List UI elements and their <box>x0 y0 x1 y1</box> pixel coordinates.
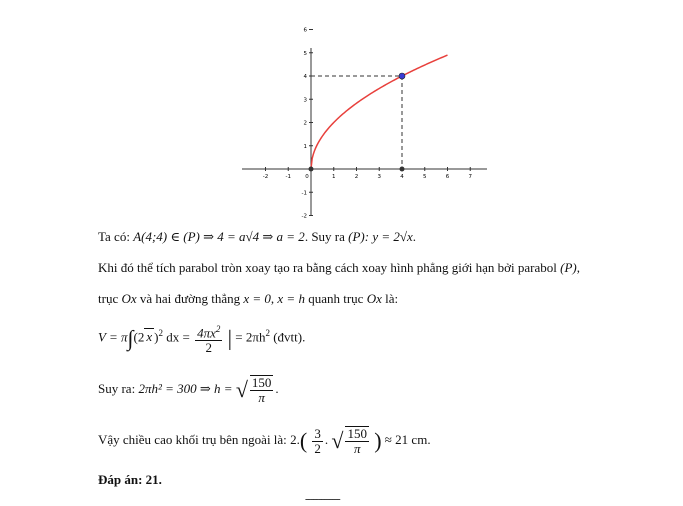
text-truc: trục <box>98 291 119 306</box>
x-tick-label: 1 <box>332 174 336 180</box>
x-tick-label: 2 <box>354 174 359 180</box>
text-result: ≈ 21 cm <box>384 432 428 447</box>
expr-p: (P): y = 2√x <box>348 229 413 244</box>
y-tick-label: 3 <box>303 97 307 104</box>
line-volume-formula: V = π∫(2 x )$^2$ dx = $\frac{4\pi x^2}{2}$ | = $2\pi h^2$ (đvtt). <box>98 323 306 356</box>
y-tick-label: -2 <box>301 213 307 220</box>
expr-xh: x = h <box>277 291 305 306</box>
x-tick-label: -2 <box>262 174 269 180</box>
line-5: Suy ra: 2πh² = 300 ⇒ h = √ $\frac{150}{\pi}$ . <box>98 375 279 406</box>
expr-ox: Ox <box>121 291 137 306</box>
expr-x0: x = 0 <box>243 291 271 306</box>
text-hai-duong: và hai đường thẳng <box>139 291 241 306</box>
line-6: Vậy chiều cao khối trụ bên ngoài là: 2.( $\frac{3}{2}$ . √ $\frac{150}{\pi}$ ) ≈ 21 cm. <box>98 425 431 457</box>
function-graph <box>232 27 492 220</box>
x-tick-label: 7 <box>468 174 472 180</box>
text-la: là: <box>385 291 399 306</box>
text-dvtt: (đvtt). <box>273 329 306 345</box>
expr-ox-2: Ox <box>366 291 382 306</box>
y-tick-label: 6 <box>303 27 307 34</box>
frac-den: π <box>258 390 265 406</box>
y-tick-label: 5 <box>303 50 307 57</box>
y-tick-label: -1 <box>301 190 307 197</box>
parabola-curve <box>311 55 448 169</box>
frac-num: 150 <box>251 375 272 391</box>
text-suy-ra: . Suy ra <box>304 229 345 244</box>
point-a <box>399 73 405 79</box>
y-tick-label: 2 <box>303 120 307 127</box>
x-tick-label: -1 <box>285 174 291 180</box>
line-3 <box>98 290 398 308</box>
x-tick-label: 6 <box>445 174 450 180</box>
origin-point <box>309 167 314 172</box>
x-tick-label: 5 <box>423 174 427 180</box>
expr-h: 2πh² = 300 ⇒ h = <box>138 381 233 396</box>
x-tick-label: 3 <box>377 174 381 180</box>
expr-a: A(4;4) ∈ (P) ⇒ 4 = a√4 ⇒ a = 2 <box>133 229 305 244</box>
text-comma: , <box>576 260 580 275</box>
text-intro: Ta có: <box>98 229 130 244</box>
text-comma-2: , <box>270 291 275 306</box>
line-1 <box>98 228 416 246</box>
answer: Đáp án: 21. <box>98 472 162 487</box>
text-period: . <box>412 229 417 244</box>
y-tick-label: 4 <box>303 74 307 80</box>
y-tick-label: 1 <box>303 143 307 150</box>
separator: ------------- <box>305 493 340 505</box>
text-quanh-truc: quanh trục <box>308 291 364 306</box>
text-volume-intro: Khi đó thể tích parabol tròn xoay tạo ra bằng cách xoay hình phẳng giới hạn bởi parabol <box>98 260 557 275</box>
expr-parabola: (P) <box>560 260 577 275</box>
x-tick-label: 0 <box>305 174 309 180</box>
text-suy-ra-2: Suy ra: <box>98 381 136 396</box>
line-2 <box>98 259 580 277</box>
x-tick-label: 4 <box>400 174 404 180</box>
foot-point <box>400 167 405 172</box>
text-conclusion: Vậy chiều cao khối trụ bên ngoài là: <box>98 432 287 447</box>
